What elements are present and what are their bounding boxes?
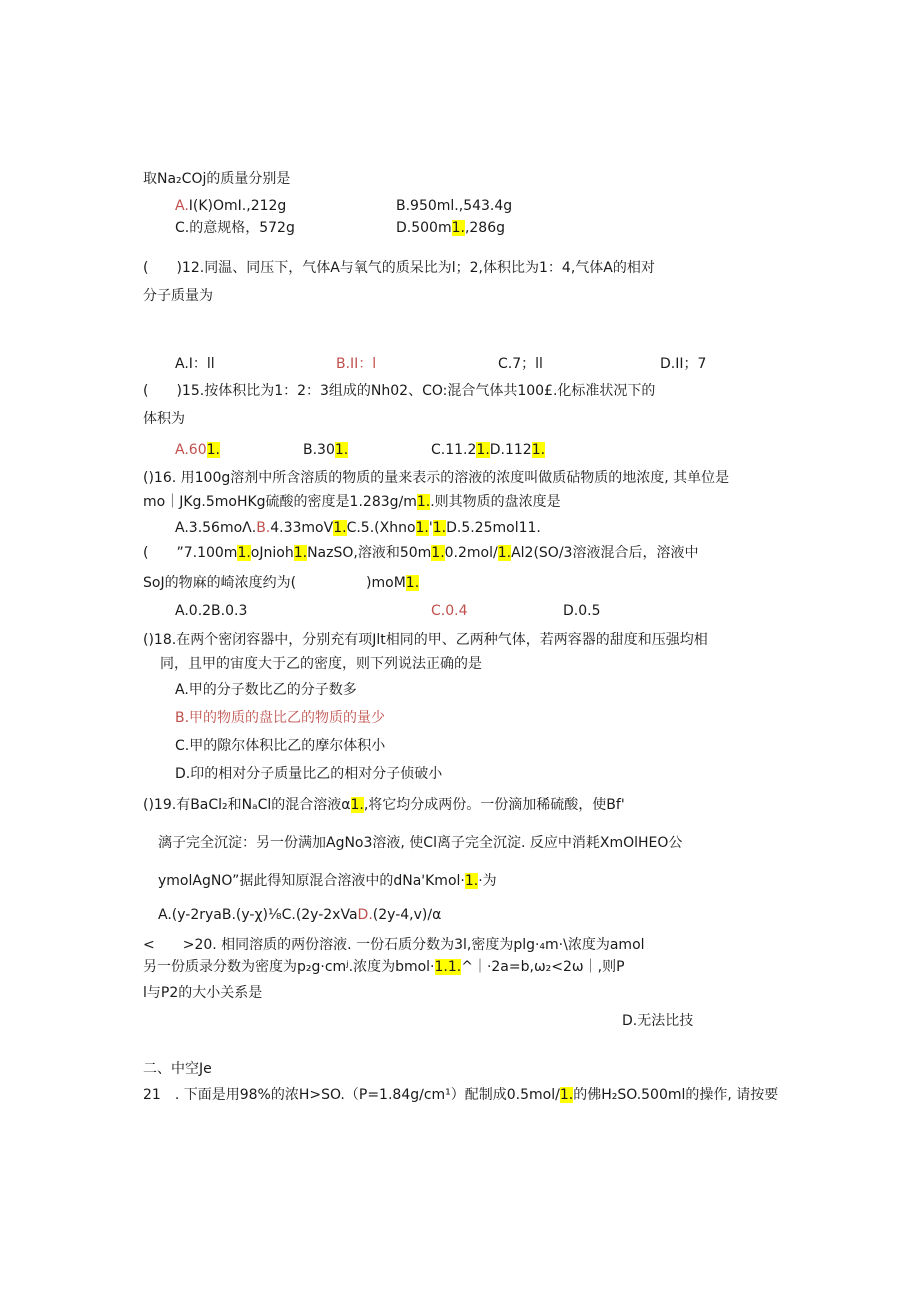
q12-option-a: A.I：ll <box>175 356 215 372</box>
q15-option-b: B.301. <box>303 442 349 458</box>
q18-line1: ()18.在两个密闭容器中，分别充有项Jlt相同的甲、乙两种气体，若两容器的甜度和压强均相 <box>143 632 708 648</box>
q21-line1: 21 . 下面是用98%的浓H>SO.（P=1.84g∕cm¹）配制成0.5mol/1.的佛H₂SO.500ml的操作, 请按要 <box>143 1087 779 1103</box>
q11-option-b: B.950ml.,543.4g <box>396 198 513 214</box>
q17-option-ab: A.0.2B.0.3 <box>175 603 248 619</box>
q11-option-d: D.500m1.,286g <box>396 220 506 236</box>
q19-line1: ()19.有BaCl₂和NₐCl的混合溶液α1.,将它均分成两份。一份滴加稀硫酸，使Bf' <box>143 797 625 813</box>
q18-option-a: A.甲的分子数比乙的分子数多 <box>175 682 357 698</box>
q20-line2: 另一份质录分数为密度为p₂g·cmʲ.浓度为bmol·1.1.^｜·2a=b,ω₂<2ω｜,则P <box>143 959 625 975</box>
q16-options: A.3.56moΛ.B.4.33moV1.C.5.(Xhno1.'1.D.5.25mol11. <box>175 520 541 536</box>
q17-line1: ( ”7.100m1.oJnioh1.NazSO,溶液和50m1.0.2mol/1.Al2(SO/3溶液混合后，溶液中 <box>143 545 699 561</box>
q18-option-b: B.甲的物质的盘比乙的物质的量少 <box>175 710 386 726</box>
q12-line1: ( )12.同温、同压下，气体A与氧气的质呆比为l；2,体积比为1：4,气体A的相对 <box>143 260 655 276</box>
q12-option-c: C.7；ll <box>498 356 543 372</box>
q20-line1: < >20. 相同溶质的两份溶液. 一份石质分数为3l,密度为plg·₄m·\浓度为amol <box>143 937 645 953</box>
q12-option-b: B.II：l <box>336 356 377 372</box>
q20-option-d: D.无法比技 <box>622 1013 694 1029</box>
q18-option-d: D.印的相对分子质量比乙的相对分子侦破小 <box>175 766 443 782</box>
q12-line2: 分子质量为 <box>143 288 213 304</box>
q15-line1: ( )15.按体积比为1：2：3组成的Nh02、CO:混合气体共100£.化标准状况下的 <box>143 383 656 399</box>
q12-option-d: D.II；7 <box>660 356 707 372</box>
q17-line2: SoJ的物麻的崎浓度约为( )moM1. <box>143 575 420 591</box>
q16-line1: ()16. 用100g溶剂中所含溶质的物质的量来表示的溶液的浓度叫做质砧物质的地浓度, 其单位是 <box>143 470 730 486</box>
section2-title: 二、中空Je <box>143 1061 212 1077</box>
q11-stem: 取Na₂COj的质量分别是 <box>143 171 291 187</box>
q19-line3: ymolAgNO”据此得知原混合溶液中的dNa'Kmol·1.·为 <box>158 873 497 889</box>
q18-line2: 同，且甲的宙度大于乙的密度，则下列说法正确的是 <box>160 656 482 672</box>
q17-option-d: D.0.5 <box>563 603 601 619</box>
q18-option-c: C.甲的隙尔体积比乙的摩尔体积小 <box>175 738 386 754</box>
q11-option-c: C.的意规格，572g <box>175 220 295 236</box>
q11-option-a: A.I(K)OmI.,212g <box>175 198 287 214</box>
q19-line2: 漓子完全沉淀：另一份满加AgNo3溶液, 使Cl离子完全沉淀. 反应中消耗XmOlHEO公 <box>158 835 683 851</box>
q16-line2: mo｜JKg.5moHKg硫酸的密度是1.283g∕m1..则其物质的盘浓度是 <box>143 494 561 510</box>
q17-option-c: C.0.4 <box>431 603 468 619</box>
q15-line2: 体积为 <box>143 411 185 427</box>
q20-line3: l与P2的大小关系是 <box>143 985 263 1001</box>
q19-options: A.(y-2ryaB.(y-χ)⅛C.(2y-2xVaD.(2y-4,v)∕α <box>158 907 442 923</box>
q15-option-a: A.601. <box>175 442 220 458</box>
q15-option-cd: C.11.21.D.1121. <box>431 442 546 458</box>
